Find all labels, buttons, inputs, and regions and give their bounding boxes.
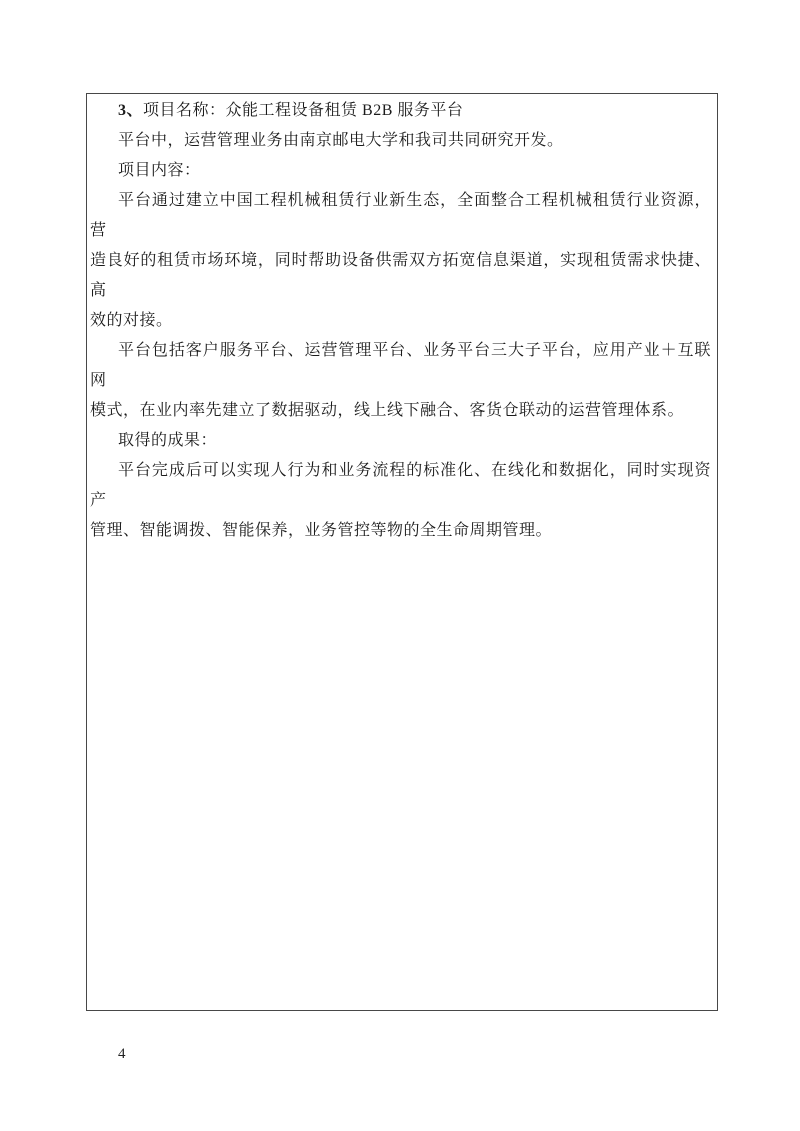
paragraph-line: 模式，在业内率先建立了数据驱动，线上线下融合、客货仓联动的运营管理体系。 — [90, 402, 685, 419]
paragraph-line: 平台包括客户服务平台、运营管理平台、业务平台三大子平台，应用产业＋互联网 — [90, 342, 711, 389]
page-number: 4 — [118, 1046, 126, 1062]
paragraph-line: 造良好的租赁市场环境，同时帮助设备供需双方拓宽信息渠道，实现租赁需求快捷、高 — [90, 252, 711, 299]
intro-line: 平台中，运营管理业务由南京邮电大学和我司共同研究开发。 — [118, 132, 564, 149]
paragraph-line: 效的对接。 — [90, 312, 173, 329]
section-heading — [90, 96, 711, 126]
paragraph-line: 平台完成后可以实现人行为和业务流程的标准化、在线化和数据化，同时实现资产 — [90, 462, 711, 509]
paragraph-line: 管理、智能调拨、智能保养，业务管控等物的全生命周期管理。 — [90, 522, 553, 539]
content-label: 项目内容： — [118, 162, 201, 179]
project-description-cell — [86, 93, 718, 1011]
section-heading-number: 3、 — [118, 102, 144, 119]
paragraph-line: 平台通过建立中国工程机械租赁行业新生态，全面整合工程机械租赁行业资源，营 — [90, 192, 711, 239]
section-heading-title: 项目名称：众能工程设备租赁 B2B 服务平台 — [143, 102, 464, 119]
results-label: 取得的成果： — [118, 432, 218, 449]
